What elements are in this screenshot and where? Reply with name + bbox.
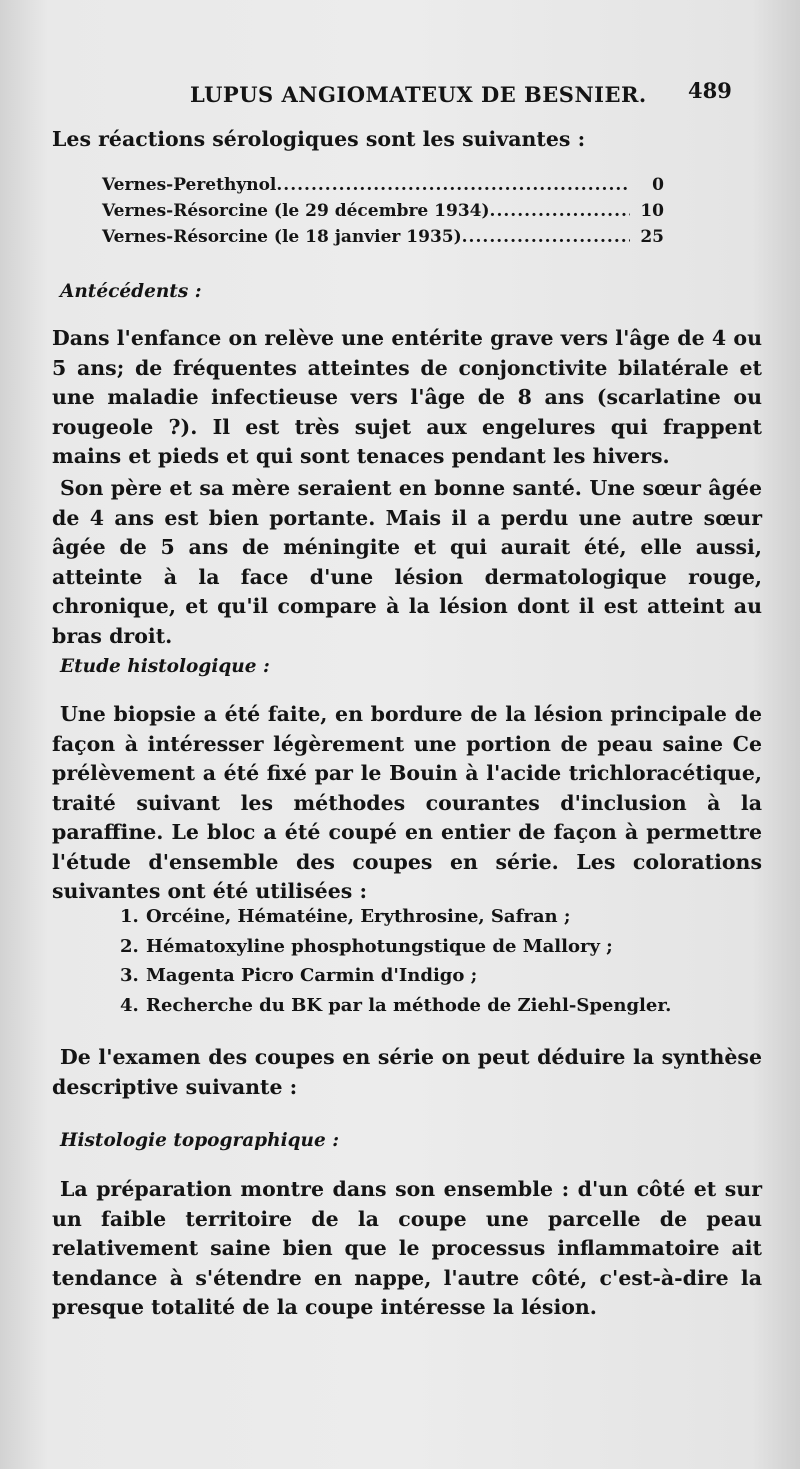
list-number: 4. bbox=[120, 994, 139, 1016]
leader-dots bbox=[462, 224, 630, 250]
histology-paragraph-2: De l'examen des coupes en série on peut déduire la synthèse descriptive suivante : bbox=[52, 1045, 762, 1099]
list-item bbox=[120, 902, 720, 932]
running-title: LUPUS ANGIOMATEUX DE BESNIER. bbox=[190, 82, 647, 107]
serology-value: 0 bbox=[652, 175, 664, 195]
list-number: 3. bbox=[120, 965, 139, 986]
list-text: Hématoxyline phosphotungstique de Mallory ; bbox=[146, 935, 613, 957]
histology-heading: Etude histologique : bbox=[60, 656, 270, 677]
antecedents-paragraph-1: Dans l'enfance on relève une entérite grave vers l'âge de 4 ou 5 ans; de fréquentes atteintes de conjonctivite bilatérale et une maladie infectieuse vers l'âge de 8 ans (scarlatine ou rougeole ?). Il est très sujet aux engelures qui frappent mains et pieds et qui sont tenaces pendant les hivers. bbox=[52, 326, 762, 468]
serology-row bbox=[102, 172, 664, 198]
leader-dots bbox=[490, 198, 630, 224]
list-item bbox=[120, 991, 720, 1021]
list-number: 1. bbox=[120, 906, 139, 927]
list-item bbox=[120, 961, 720, 991]
topography-paragraph: La préparation montre dans son ensemble : d'un côté et sur un faible territoire de la coupe une parcelle de peau relativement saine bien que le processus inflammatoire ait tendance à s'étendre en nappe, l'autre côté, c'est-à-dire la presque totalité de la coupe intéresse la lésion. bbox=[52, 1177, 762, 1319]
topography-heading: Histologie topographique : bbox=[60, 1130, 340, 1151]
antecedents-paragraph-2: Son père et sa mère seraient en bonne santé. Une sœur âgée de 4 ans est bien portante. Mais il a perdu une autre sœur âgée de 5 ans de méningite et qui aurait été, elle aussi, atteinte à la face d'une lésion dermatologique rouge, chronique, et qu'il compare à la lésion dont il est atteint au bras droit. bbox=[52, 476, 762, 648]
list-text: Recherche du BK par la méthode de Ziehl-Spengler. bbox=[146, 994, 672, 1016]
serology-value: 10 bbox=[640, 201, 664, 221]
page-number: 489 bbox=[688, 78, 732, 103]
serology-row bbox=[102, 224, 664, 250]
stain-list bbox=[120, 902, 720, 1020]
serology-table bbox=[102, 172, 664, 250]
serology-row bbox=[102, 198, 664, 224]
serology-label: Vernes-Résorcine (le 29 décembre 1934) bbox=[102, 201, 490, 221]
list-text: Magenta Picro Carmin d'Indigo ; bbox=[146, 965, 478, 986]
page-header bbox=[0, 78, 800, 112]
list-item bbox=[120, 932, 720, 962]
intro-line: Les réactions sérologiques sont les suivantes : bbox=[52, 127, 586, 151]
serology-label: Vernes-Perethynol bbox=[102, 175, 277, 195]
list-number: 2. bbox=[120, 935, 139, 957]
serology-value: 25 bbox=[640, 227, 664, 247]
antecedents-heading: Antécédents : bbox=[60, 281, 202, 302]
list-text: Orcéine, Hématéine, Erythrosine, Safran ; bbox=[146, 906, 571, 927]
leader-dots bbox=[276, 172, 630, 198]
serology-label: Vernes-Résorcine (le 18 janvier 1935) bbox=[102, 227, 462, 247]
histology-paragraph-1: Une biopsie a été faite, en bordure de la lésion principale de façon à intéresser légèrement une portion de peau saine Ce prélèvement a été fixé par le Bouin à l'acide trichloracétique, traité suivant les méthodes courantes d'inclusion à la paraffine. Le bloc a été coupé en entier de façon à permettre l'étude d'ensemble des coupes en série. Les colorations suivantes ont été utilisées : bbox=[52, 702, 762, 903]
